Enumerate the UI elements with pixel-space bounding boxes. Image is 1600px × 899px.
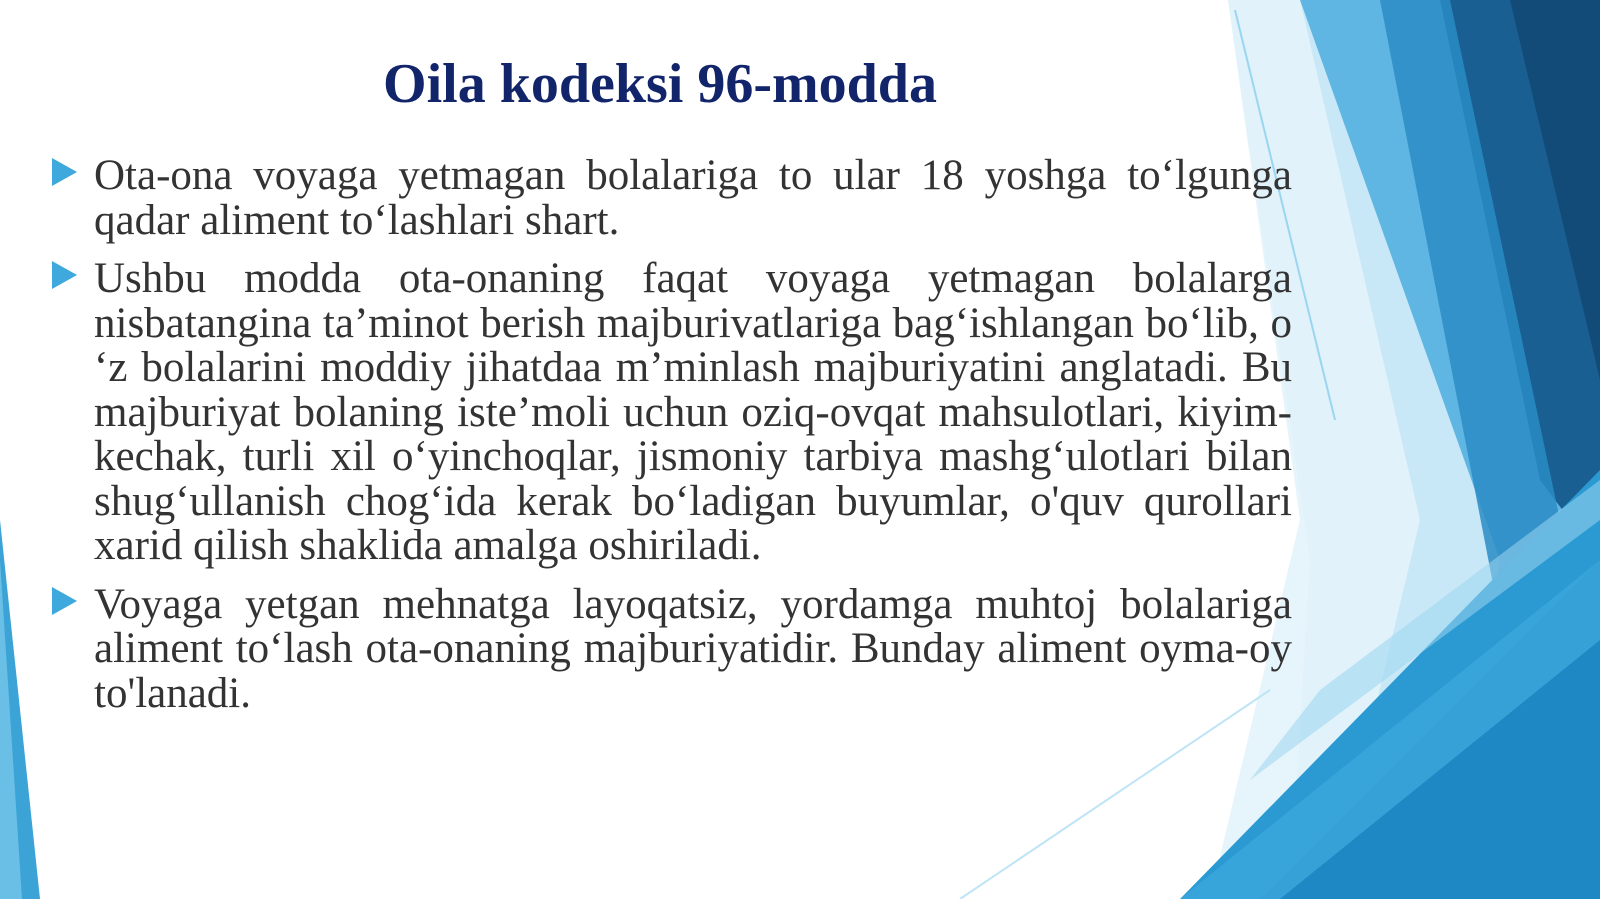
bullet-text: Ushbu modda ota-onaning faqat voyaga yetmagan bolalarga nisbatangina ta’minot berish majburivatlariga bag‘ishlangan bo‘lib, o ‘z bolalarini moddiy jihatdaa m’minlash majburiyatini anglatadi. Bu majburiyat bolaning iste’moli uchun oziq-ovqat mahsulotlari, kiyim-kechak, turli xil o‘yinchoqlar, jismoniy tarbiya mashg‘ulotlari bilan shug‘ullanish chog‘ida kerak bo‘ladigan buyumlar, o'quv qurollari xarid qilish shaklida amalga oshiriladi.: [94, 255, 1292, 569]
bullet-text: Voyaga yetgan mehnatga layoqatsiz, yordamga muhtoj bolalariga aliment to‘lash ota-onaning majburiyatidir. Bunday aliment oyma-oy to'lanadi.: [94, 580, 1292, 717]
triangle-bullet-icon: [52, 587, 77, 615]
bullet-text: Ota-ona voyaga yetmagan bolalariga to ular 18 yoshga to‘lgunga qadar aliment to‘lashlari shart.: [94, 152, 1292, 244]
triangle-bullet-icon: [52, 158, 77, 186]
bullet-item: [52, 154, 1292, 243]
bullet-item: [52, 580, 1292, 717]
bullet-list: [52, 154, 1292, 730]
triangle-bullet-icon: [52, 261, 77, 289]
slide-title: Oila kodeksi 96-modda: [383, 53, 937, 115]
bullet-item: [52, 257, 1292, 569]
